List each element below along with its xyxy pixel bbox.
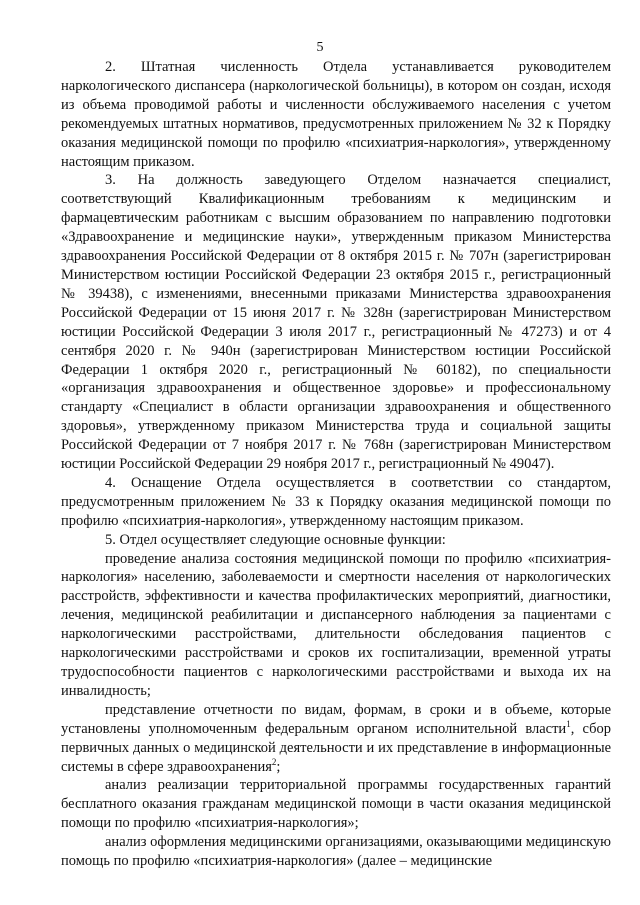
paragraph-function-analysis: проведение анализа состояния медицинской помощи по профилю «психиатрия-наркология» населению, заболеваемости и смертности населения от наркологических расстройств, эффективности и качества профилактических мероприятий, диагностики, лечения, медицинской реабилитации и диспансерного наблюдения за пациентами с наркологическими расстройствами, длительности обследования пациентов с наркологическими расстройствами и сроков их госпитализации, временной утраты трудоспособности пациентов с наркологическими расстройствами и выхода их на инвалидность; xyxy=(61,550,611,699)
reporting-text-c: ; xyxy=(276,758,281,775)
document-body xyxy=(61,58,611,871)
paragraph-equipment: 4. Оснащение Отдела осуществляется в соответствии со стандартом, предусмотренным приложением № 33 к Порядку оказания медицинской помощи по профилю «психиатрия-наркология», утвержденному настоящим приказом. xyxy=(61,474,611,529)
footnote-ref-2[interactable]: 2 xyxy=(271,756,277,767)
paragraph-staffing: 2. Штатная численность Отдела устанавливается руководителем наркологического диспансера (наркологической больницы), в котором он создан, исходя из объема проводимой работы и численности обслуживаемого населения с учетом рекомендуемых штатных нормативов, предусмотренных приложением № 32 к Порядку оказания медицинской помощи по профилю «психиатрия-наркология», утвержденному настоящим приказом. xyxy=(61,59,611,170)
paragraph-function-program-analysis: анализ реализации территориальной программы государственных гарантий бесплатного оказания гражданам медицинской помощи в части оказания медицинской помощи по профилю «психиатрия-наркология»; xyxy=(61,777,611,832)
reporting-text-b: , сбор первичных данных о медицинской деятельности и их представление в информационные системы в сфере здравоохранения xyxy=(61,720,611,775)
paragraph-function-reporting xyxy=(61,701,611,777)
paragraph-functions-heading: 5. Отдел осуществляет следующие основные функции: xyxy=(105,531,446,548)
reporting-text-a: представление отчетности по видам, формам, в сроки и в объеме, которые установлены уполномоченным федеральным органом исполнительной власти xyxy=(61,701,611,737)
footnote-ref-1[interactable]: 1 xyxy=(566,718,571,729)
paragraph-head-position: 3. На должность заведующего Отделом назначается специалист, соответствующий Квалификационным требованиям к медицинским и фармацевтическим работникам с высшим образованием по направлению подготовки «Здравоохранение и медицинские науки», утвержденным приказом Министерства здравоохранения Российской Федерации от 8 октября 2015 г. № 707н (зарегистрирован Министерством юстиции Российской Федерации 23 октября 2015 г., регистрационный № 39438), с изменениями, внесенными приказами Министерства здравоохранения Российской Федерации от 15 июня 2017 г. № 328н (зарегистрирован Министерством юстиции Российской Федерации 3 июля 2017 г., регистрационный № 47273) и от 4 сентября 2020 г. № 940н (зарегистрирован Министерством юстиции Российской Федерации 1 октября 2020 г., регистрационный № 60182), по специальности «организация здравоохранения и общественное здоровье» и профессиональному стандарту «Специалист в области организации здравоохранения и общественного здоровья», утвержденному приказом Министерства труда и социальной защиты Российской Федерации от 7 ноября 2017 г. № 768н (зарегистрирован Министерством юстиции Российской Федерации 29 ноября 2017 г., регистрационный № 49047). xyxy=(61,172,611,473)
page-number: 5 xyxy=(316,40,324,55)
paragraph-function-documentation: анализ оформления медицинскими организациями, оказывающими медицинскую помощь по профилю «психиатрия-наркология» (далее – медицинские xyxy=(61,834,611,870)
